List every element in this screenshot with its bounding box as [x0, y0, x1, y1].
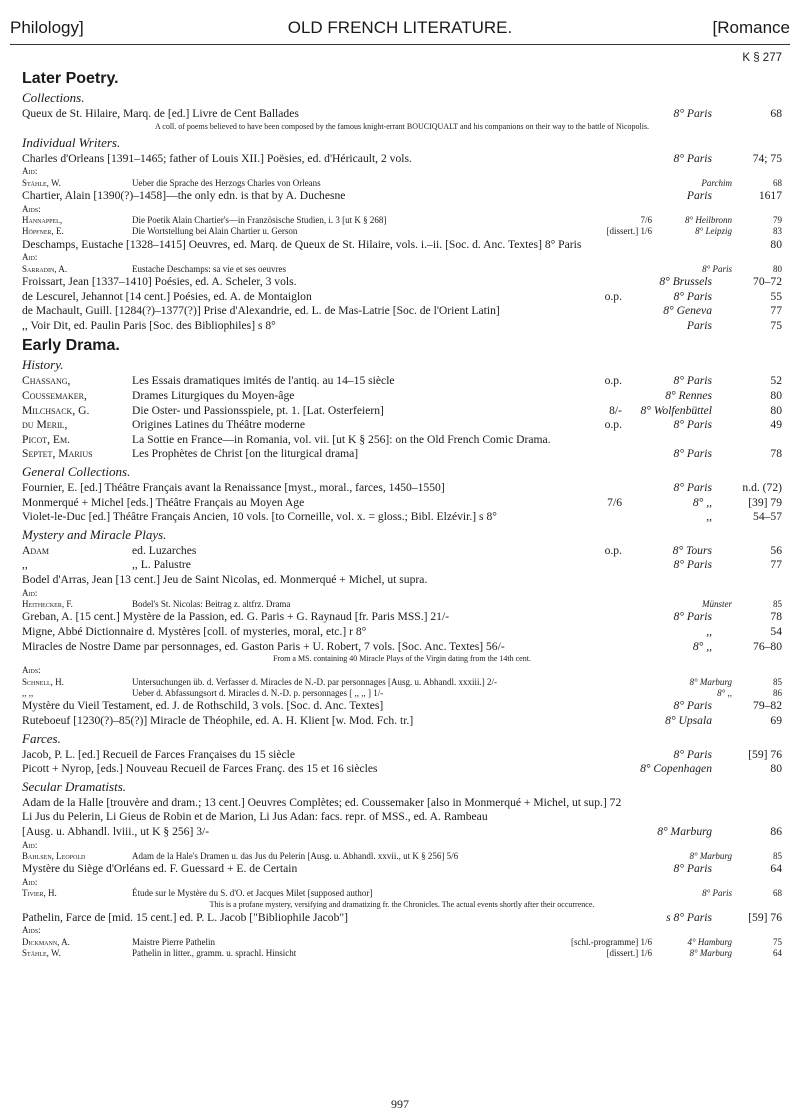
entry-shelf-number: 69 — [770, 713, 782, 727]
entry-text: de Machault, Guill. [1284(?)–1377(?)] Prise d'Alexandrie, ed. L. de Mas-Latrie [Soc. de l'Orient Latin] — [22, 304, 500, 318]
catalogue-entry — [22, 748, 782, 763]
entry-shelf-number: 54 — [770, 624, 782, 638]
aid-shelf-number: 79 — [773, 214, 782, 225]
catalogue-entry — [22, 496, 782, 511]
entry-text: Monmerqué + Michel [eds.] Théâtre Français au Moyen Age — [22, 495, 305, 509]
aid-place: 8° Marburg — [689, 948, 732, 959]
aid-place: 8° Marburg — [689, 676, 732, 687]
aid-entry — [22, 166, 782, 177]
entry-shelf-number: 78 — [770, 610, 782, 624]
aid-author: Aid: — [22, 166, 38, 177]
entry-place: 8° ,, — [692, 639, 712, 653]
entry-place: 8° Paris — [673, 610, 712, 624]
entry-title: ,, L. Palustre — [132, 558, 191, 572]
entry-shelf-number: [39] 79 — [748, 495, 782, 509]
entry-place: 8° Rennes — [665, 389, 712, 403]
entry-place: 8° Upsala — [665, 713, 712, 727]
entry-place: 8° Paris — [673, 418, 712, 432]
entry-author: Coussemaker, — [22, 389, 87, 403]
aid-price: [dissert.] 1/6 — [606, 948, 652, 959]
entry-text: Miracles de Nostre Dame par personnages, ed. Gaston Paris + U. Robert, 7 vols. [Soc. Anc. Textes] 56/- — [22, 639, 505, 653]
catalogue-entry — [22, 319, 782, 334]
aid-shelf-number: 68 — [773, 888, 782, 899]
entry-text: Migne, Abbé Dictionnaire d. Mystères [coll. of mysteries, moral, etc.] r 8° — [22, 624, 367, 638]
aid-place: 8° Leipzig — [695, 226, 732, 237]
aid-author: Schnell, H. — [22, 676, 64, 687]
entry-shelf-number: [59] 76 — [748, 747, 782, 761]
entry-text: Adam de la Halle [trouvère and dram.; 13 cent.] Oeuvres Complètes; ed. Coussemaker [also in Monmerqué + Michel, ut sup.] 72 — [22, 795, 622, 809]
catalogue-entry — [22, 418, 782, 433]
catalogue-entry — [22, 862, 782, 877]
entry-title: ed. Luzarches — [132, 543, 197, 557]
aid-place: 8° Paris — [702, 263, 732, 274]
entry-note: This is a profane mystery, versifying and dramatizing fr. the Chronicles. The actual events shortly after their occurrence. — [209, 899, 595, 909]
catalogue-entry — [22, 290, 782, 305]
entry-shelf-number: 76–80 — [753, 639, 782, 653]
aid-entry — [22, 937, 782, 948]
aid-title: Adam de la Hale's Dramen u. das Jus du Pelerin [Ausg. u. Abhandl. xxvii., ut K § 256] 5/6 — [132, 850, 459, 861]
entry-text: Violet-le-Duc [ed.] Théâtre Français Ancien, 10 vols. [to Corneille, vol. x. = gloss.; Bibl. Elzévir.] s 8° — [22, 510, 497, 524]
aid-shelf-number: 85 — [773, 850, 782, 861]
entry-author: Picot, Em. — [22, 432, 71, 446]
subsection-heading: Individual Writers. — [22, 134, 121, 150]
entry-author: du Meril, — [22, 418, 68, 432]
catalogue-entry — [22, 573, 782, 588]
entry-text: Ruteboeuf [1230(?)–85(?)] Miracle de Théophile, ed. A. H. Klient [w. Mod. Fch. tr.] — [22, 713, 414, 727]
entry-text: Queux de St. Hilaire, Marq. de [ed.] Livre de Cent Ballades — [22, 107, 299, 120]
entry-place: ,, — [706, 624, 712, 638]
entry-text: Froissart, Jean [1337–1410] Poésies, ed. A. Scheler, 3 vols. — [22, 275, 297, 289]
entry-shelf-number: 80 — [770, 389, 782, 403]
aid-author: Aids: — [22, 925, 41, 936]
entry-author: Chassang, — [22, 374, 71, 388]
entry-shelf-number: 78 — [770, 447, 782, 461]
running-head-left: Philology] — [10, 18, 84, 37]
aid-author: Höpfner, E. — [22, 226, 64, 237]
entry-price: o.p. — [604, 374, 622, 388]
entry-place: ,, — [706, 510, 712, 524]
running-head-center: OLD FRENCH LITERATURE. — [287, 18, 513, 37]
aid-entry — [22, 851, 782, 862]
entry-place: 8° ,, — [692, 495, 712, 509]
aid-entry — [22, 252, 782, 263]
entry-author: Adam — [22, 543, 50, 557]
aid-entry — [22, 226, 782, 237]
aid-author: Tivier, H. — [22, 888, 57, 899]
entry-text: Fournier, E. [ed.] Théâtre Français avant la Renaissance [myst., moral., farces, 1450–1550] — [22, 481, 445, 495]
aid-author: Aid: — [22, 839, 38, 850]
entry-shelf-number: 1617 — [758, 188, 782, 202]
entry-title: La Sottie en France—in Romania, vol. vii. [ut K § 256]: on the Old French Comic Drama. — [132, 432, 551, 446]
catalogue-entry — [22, 481, 782, 496]
entry-price: o.p. — [604, 418, 622, 432]
entry-text: Bodel d'Arras, Jean [13 cent.] Jeu de Saint Nicolas, ed. Monmerqué + Michel, ut supra. — [22, 573, 428, 587]
aid-price: [dissert.] 1/6 — [606, 226, 652, 237]
aid-shelf-number: 85 — [773, 599, 782, 609]
entry-shelf-number: 79–82 — [753, 699, 782, 713]
aid-place: 8° Marburg — [689, 850, 732, 861]
entry-title: Origines Latines du Théâtre moderne — [132, 418, 305, 432]
aid-entry — [22, 588, 782, 599]
entry-place: 8° Paris — [673, 374, 712, 388]
entry-place: 8° Brussels — [659, 275, 712, 289]
entry-shelf-number: 74; 75 — [752, 151, 782, 165]
aid-title: Die Wortstellung bei Alain Chartier u. Gerson — [132, 226, 298, 237]
aid-place: 4° Hamburg — [687, 936, 732, 947]
aid-author: Aid: — [22, 252, 38, 263]
aid-author: Sarradin, A. — [22, 263, 68, 274]
entry-shelf-number: 86 — [770, 824, 782, 838]
catalogue-entry — [22, 275, 782, 290]
subsection-heading: General Collections. — [22, 464, 131, 480]
aid-shelf-number: 85 — [773, 676, 782, 687]
aid-price: 7/6 — [640, 214, 652, 225]
entry-author: Septet, Marius — [22, 447, 93, 461]
aid-entry — [22, 264, 782, 275]
entry-place: s 8° Paris — [666, 910, 712, 924]
section-heading: Later Poetry. — [22, 70, 119, 87]
catalogue-entry — [22, 152, 782, 167]
aid-title: Maistre Pierre Pathelin — [132, 936, 215, 947]
aid-author: Aids: — [22, 665, 41, 676]
aid-place: 8° Paris — [702, 888, 732, 899]
catalogue-entry — [22, 796, 782, 811]
entry-place: 8° Paris — [673, 289, 712, 303]
catalogue-entry — [22, 762, 782, 777]
entry-place: 8° Paris — [673, 862, 712, 876]
entry-shelf-number: 52 — [770, 374, 782, 388]
entry-shelf-number: n.d. (72) — [742, 481, 782, 495]
entry-text: Mystère du Siège d'Orléans ed. F. Guessard + E. de Certain — [22, 862, 298, 876]
catalogue-entry — [22, 304, 782, 319]
catalogue-entry — [22, 610, 782, 625]
subsection-heading: Farces. — [22, 730, 61, 746]
aid-title: Untersuchungen üb. d. Verfasser d. Miracles de N.-D. par personnages [Ausg. u. Abhandl. xxxiii.] 2/- — [132, 676, 498, 687]
catalogue-entry — [22, 699, 782, 714]
aid-title: Bodel's St. Nicolas: Beitrag z. altfrz. Drama — [132, 599, 291, 609]
catalogue-entry — [22, 389, 782, 404]
entry-text: [Ausg. u. Abhandl. lviii., ut K § 256] 3/- — [22, 824, 210, 838]
aid-entry — [22, 925, 782, 936]
running-head — [10, 18, 790, 42]
entry-price: o.p. — [604, 289, 622, 303]
subsection-heading: History. — [22, 357, 64, 373]
entry-place: Paris — [686, 188, 712, 202]
header-rule — [10, 44, 790, 45]
aid-entry — [22, 215, 782, 226]
entry-place: 8° Paris — [673, 699, 712, 713]
entry-text: Chartier, Alain [1390(?)–1458]—the only edn. is that by A. Duchesne — [22, 188, 346, 202]
subsection-heading: Secular Dramatists. — [22, 778, 126, 794]
aid-shelf-number: 64 — [773, 948, 782, 959]
aid-author: Aid: — [22, 587, 38, 598]
catalogue-entry — [22, 433, 782, 448]
entry-shelf-number: 80 — [770, 762, 782, 776]
catalogue-entry — [22, 544, 782, 559]
entry-note: A coll. of poems believed to have been composed by the famous knight-errant BOUCIQUALT and his companions on their way to the battle of Nicopolis. — [154, 121, 650, 131]
aid-author: Hannappel, — [22, 214, 63, 225]
catalogue-entry — [22, 404, 782, 419]
catalogue-entry — [22, 714, 782, 729]
aid-entry — [22, 665, 782, 676]
aid-entry — [22, 677, 782, 688]
entry-place: 8° Marburg — [657, 824, 712, 838]
entry-text: de Lescurel, Jehannot [14 cent.] Poésies, ed. A. de Montaiglon — [22, 289, 312, 303]
aid-entry — [22, 688, 782, 699]
aid-place: Münster — [702, 599, 732, 609]
entry-note: From a MS. containing 40 Miracle Plays of the Virgin dating from the 14th cent. — [273, 654, 531, 664]
entry-text: Jacob, P. L. [ed.] Recueil de Farces Françaises du 15 siècle — [22, 747, 296, 761]
entry-place: 8° Wolfenbüttel — [640, 403, 712, 417]
section-heading: Early Drama. — [22, 337, 120, 355]
catalogue-entry — [22, 510, 782, 525]
subsection-heading: Collections. — [22, 90, 85, 105]
catalogue-entry — [22, 558, 782, 573]
entry-shelf-number: 70–72 — [753, 275, 782, 289]
aid-title: Ueber d. Abfassungsort d. Miracles d. N.-D. p. personnages [ ,, ,, ] 1/- — [132, 687, 384, 698]
entry-place: 8° Paris — [673, 558, 712, 572]
aid-entry — [22, 948, 782, 959]
aid-entry — [22, 888, 782, 899]
catalogue-entry — [22, 238, 782, 253]
entry-shelf-number: 49 — [770, 418, 782, 432]
aid-price: [schl.-programme] 1/6 — [571, 936, 652, 947]
aid-place: Parchim — [701, 177, 732, 188]
entry-text: Charles d'Orleans [1391–1465; father of Louis XII.] Poësies, ed. d'Héricault, 2 vols. — [22, 151, 412, 165]
entry-place: 8° Paris — [673, 447, 712, 461]
entry-shelf-number: [59] 76 — [748, 910, 782, 924]
entry-text: Deschamps, Eustache [1328–1415] Oeuvres, ed. Marq. de Queux de St. Hilaire, vols. i.–ii. [Soc. d. Anc. Textes] 8° Paris — [22, 237, 582, 251]
class-mark: K § 277 — [742, 52, 782, 64]
aid-shelf-number: 83 — [773, 226, 782, 237]
subsection-heading: Mystery and Miracle Plays. — [22, 526, 167, 542]
catalogue-entry — [22, 447, 782, 462]
catalogue-entry — [22, 189, 782, 204]
aid-author: Bahlsen, Leopold — [22, 850, 86, 861]
aid-title: Pathelin in litter., gramm. u. sprachl. Hinsicht — [132, 948, 297, 959]
aid-entry — [22, 877, 782, 888]
aid-entry — [22, 840, 782, 851]
entry-text: Greban, A. [15 cent.] Mystère de la Passion, ed. G. Paris + G. Raynaud [fr. Paris MSS.] 21/- — [22, 610, 450, 624]
aid-author: Stähle, W. — [22, 177, 61, 188]
aid-author: Heithecker, F. — [22, 599, 73, 609]
entry-place: 8° Paris — [673, 107, 712, 120]
entry-shelf-number: 68 — [770, 107, 782, 120]
entry-price: o.p. — [604, 543, 622, 557]
aid-author: Aid: — [22, 876, 38, 887]
entry-price: 7/6 — [607, 495, 622, 509]
aid-author: Dickmann, A. — [22, 936, 70, 947]
aid-place: 8° ,, — [717, 687, 732, 698]
page-number: 997 — [391, 1097, 409, 1111]
entry-text: ,, Voir Dit, ed. Paulin Paris [Soc. des Bibliophiles] s 8° — [22, 318, 276, 332]
catalogue-entry — [22, 911, 782, 926]
entry-text: Mystère du Vieil Testament, ed. J. de Rothschild, 3 vols. [Soc. d. Anc. Textes] — [22, 699, 384, 713]
entry-shelf-number: 77 — [770, 558, 782, 572]
aid-entry — [22, 599, 782, 610]
entry-place: 8° Geneva — [663, 304, 712, 318]
aid-title: Ueber die Sprache des Herzogs Charles von Orleans — [132, 177, 321, 188]
entry-title: Les Prophètes de Christ [on the liturgical drama] — [132, 447, 359, 461]
aid-shelf-number: 68 — [773, 177, 782, 188]
aid-author: Aids: — [22, 203, 41, 214]
aid-title: Die Poetik Alain Chartier's—in Französische Studien, i. 3 [ut K § 268] — [132, 214, 387, 225]
aid-author: Stähle, W. — [22, 948, 61, 959]
entry-place: Paris — [686, 318, 712, 332]
catalogue-entry — [22, 625, 782, 640]
catalogue-entry — [22, 810, 782, 825]
aid-shelf-number: 75 — [773, 936, 782, 947]
aid-title: Eustache Deschamps: sa vie et ses oeuvres — [132, 263, 286, 274]
entry-price: 8/- — [609, 403, 622, 417]
catalogue-entry — [22, 374, 782, 389]
entry-shelf-number: 55 — [770, 289, 782, 303]
entry-place: 8° Paris — [673, 481, 712, 495]
entry-place: 8° Copenhagen — [640, 762, 712, 776]
entry-text: Pathelin, Farce de [mid. 15 cent.] ed. P. L. Jacob ["Bibliophile Jacob"] — [22, 910, 348, 924]
entry-place: 8° Tours — [672, 543, 712, 557]
catalogue-entry — [22, 640, 782, 655]
entry-shelf-number: 64 — [770, 862, 782, 876]
entry-shelf-number: 56 — [770, 543, 782, 557]
running-head-right: [Romance — [712, 18, 790, 37]
entry-shelf-number: 80 — [770, 237, 782, 251]
aid-entry — [22, 204, 782, 215]
aid-shelf-number: 80 — [773, 263, 782, 274]
entry-shelf-number: 75 — [770, 318, 782, 332]
catalogue-body — [22, 52, 782, 959]
entry-shelf-number: 54–57 — [753, 510, 782, 524]
aid-title: Étude sur le Mystère du S. d'O. et Jacques Milet [supposed author] — [132, 888, 373, 899]
entry-shelf-number: 77 — [770, 304, 782, 318]
entry-shelf-number: 80 — [770, 403, 782, 417]
entry-title: Les Essais dramatiques imités de l'antiq. au 14–15 siècle — [132, 374, 395, 388]
catalogue-entry — [22, 107, 782, 122]
aid-author: ,, ,, — [22, 687, 34, 698]
entry-place: 8° Paris — [673, 747, 712, 761]
catalogue-entry — [22, 825, 782, 840]
aid-entry — [22, 178, 782, 189]
entry-place: 8° Paris — [673, 151, 712, 165]
aid-place: 8° Heilbronn — [684, 214, 732, 225]
entry-title: Drames Liturgiques du Moyen-âge — [132, 389, 295, 403]
entry-author: ,, — [22, 558, 28, 572]
aid-shelf-number: 86 — [773, 687, 782, 698]
entry-text: Picott + Nyrop, [eds.] Nouveau Recueil de Farces Franç. des 15 et 16 siècles — [22, 762, 378, 776]
entry-title: Die Oster- und Passionsspiele, pt. 1. [Lat. Osterfeiern] — [132, 403, 384, 417]
entry-text: Li Jus du Pelerin, Li Gieus de Robin et de Marion, Li Jus Adan: facs. repr. of MSS., ed. A. Rambeau — [22, 810, 488, 824]
entry-author: Milchsack, G. — [22, 403, 90, 417]
